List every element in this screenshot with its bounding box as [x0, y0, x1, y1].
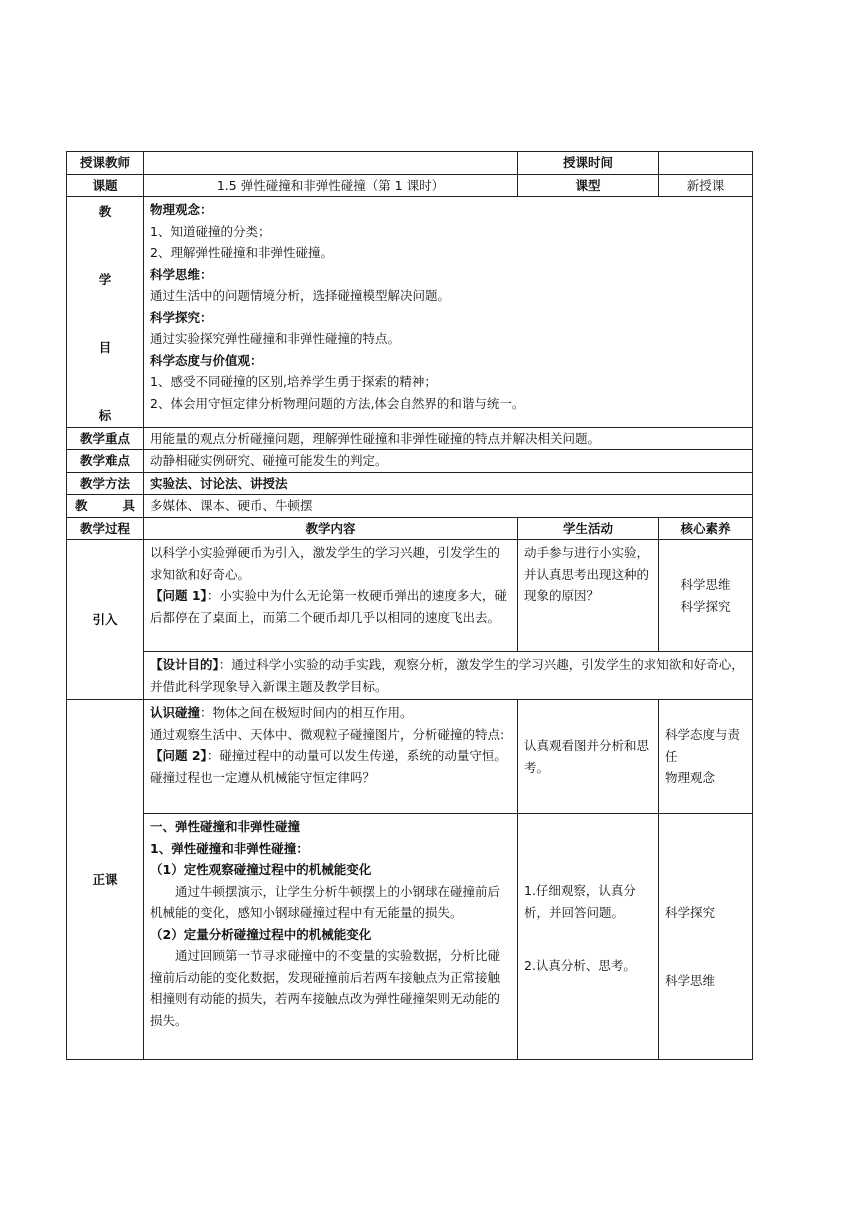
row-objectives — [67, 197, 753, 428]
design-text: ：通过科学小实验的动手实践，观察分析，激发学生的学习兴趣，引发学生的求知欲和好奇心，并借此科学现象导入新课主题及教学目标。 — [150, 657, 744, 694]
row-main-part2 — [67, 814, 753, 1060]
part2-literacy — [659, 814, 753, 1060]
content-header: 教学内容 — [144, 517, 518, 540]
objective-item: 通过生活中的问题情境分析，选择碰撞模型解决问题。 — [150, 288, 451, 303]
intro-label: 引入 — [67, 540, 144, 700]
intro-literacy — [659, 540, 753, 652]
literacy-item: 科学探究 — [680, 598, 731, 614]
part2-activity — [518, 814, 659, 1060]
objective-heading: 物理观念： — [150, 202, 213, 217]
objective-item: 通过实验探究弹性碰撞和非弹性碰撞的特点。 — [150, 331, 401, 346]
row-tools — [67, 495, 753, 518]
intro-content — [144, 540, 518, 652]
part1-content — [144, 700, 518, 814]
methods-label: 教学方法 — [67, 472, 144, 495]
topic-value: 1.5 弹性碰撞和非弹性碰撞（第 1 课时） — [144, 174, 518, 197]
part1-title — [150, 702, 511, 724]
section-heading: 一、弹性碰撞和非弹性碰撞 — [150, 819, 301, 834]
question-tag: 【问题 1】 — [150, 588, 207, 603]
question-text: ：小实验中为什么无论第一枚硬币弹出的速度多大，碰后都停在了桌面上，而第二个硬币却几乎以相同的速度飞出去。 — [150, 588, 507, 625]
part2-content — [144, 814, 518, 1060]
row-intro-design — [67, 652, 753, 700]
section-subheading: 1、弹性碰撞和非弹性碰撞： — [150, 840, 309, 856]
row-methods — [67, 472, 753, 495]
lesson-plan-table — [66, 151, 753, 1060]
row-key-point — [67, 427, 753, 450]
tools-label: 教 具 — [67, 495, 144, 518]
intro-question — [150, 585, 511, 628]
literacy-item: 科学思维 — [665, 972, 716, 988]
row-process-header — [67, 517, 753, 540]
intro-activity: 动手参与进行小实验，并认真思考出现这种的现象的原因？ — [518, 540, 659, 652]
part1-title-term: 认识碰撞 — [150, 705, 201, 720]
step-paragraph: 通过牛顿摆演示，让学生分析牛顿摆上的小钢球在碰撞前后机械能的变化，感知小钢球碰撞过程中有无能量的损失。 — [150, 883, 501, 920]
literacy-item: 科学思维 — [680, 577, 731, 592]
type-value: 新授课 — [659, 174, 753, 197]
main-label: 正课 — [67, 700, 144, 1060]
question-text: ：碰撞过程中的动量可以发生传递，系统的动量守恒。碰撞过程也一定遵从机械能守恒定律吗？ — [150, 748, 507, 785]
part1-literacy — [659, 700, 753, 814]
objective-heading: 科学思维： — [150, 266, 213, 282]
step-heading: （2）定量分析碰撞过程中的机械能变化 — [150, 926, 372, 942]
methods-value: 实验法、讨论法、讲授法 — [144, 472, 753, 495]
objectives-label-char: 目 — [98, 340, 112, 355]
row-topic — [67, 174, 753, 197]
row-intro — [67, 540, 753, 652]
topic-label: 课题 — [67, 174, 144, 197]
row-teacher — [67, 152, 753, 175]
literacy-item: 科学探究 — [665, 905, 716, 920]
objective-heading: 科学态度与价值观： — [150, 352, 263, 368]
objectives-label-char: 教 — [98, 204, 112, 219]
activity-header: 学生活动 — [518, 517, 659, 540]
row-difficulty — [67, 450, 753, 473]
objective-heading: 科学探究： — [150, 309, 213, 325]
objectives-content — [144, 197, 753, 428]
step-heading: （1）定性观察碰撞过程中的机械能变化 — [150, 862, 372, 877]
lesson-plan — [66, 151, 752, 1060]
difficulty-label: 教学难点 — [67, 450, 144, 473]
time-value — [659, 152, 753, 175]
objectives-label-char: 学 — [98, 272, 112, 287]
question-tag: 【问题 2】 — [150, 748, 207, 763]
literacy-header: 核心素养 — [659, 517, 753, 540]
objective-item: 1、感受不同碰撞的区别,培养学生勇于探索的精神； — [150, 374, 437, 389]
row-main-part1 — [67, 700, 753, 814]
tools-value: 多媒体、课本、硬币、牛顿摆 — [144, 495, 753, 518]
objectives-label-char: 标 — [98, 408, 112, 423]
design-tag: 【设计目的】 — [150, 657, 219, 672]
type-label: 课型 — [518, 174, 659, 197]
activity-item: 2.认真分析、思考。 — [524, 958, 636, 973]
literacy-item: 科学态度与责任 — [665, 727, 741, 764]
part1-title-text: ：物体之间在极短时间内的相互作用。 — [200, 705, 413, 720]
process-label: 教学过程 — [67, 517, 144, 540]
intro-text: 以科学小实验弹硬币为引入，激发学生的学习兴趣，引发学生的求知欲和好奇心。 — [150, 545, 501, 582]
step-paragraph: 通过回顾第一节寻求碰撞中的不变量的实验数据，分析比碰撞前后动能的变化数据，发现碰撞前后若两车接触点为正常接触相撞则有动能的损失，若两车接触点改为弹性碰撞架则无动能的损失。 — [150, 948, 501, 1028]
objective-item: 2、体会用守恒定律分析物理问题的方法,体会自然界的和谐与统一。 — [150, 395, 525, 411]
objectives-label — [67, 197, 144, 428]
literacy-item: 物理观念 — [665, 770, 716, 786]
part1-activity: 认真观看图并分析和思考。 — [518, 700, 659, 814]
time-label: 授课时间 — [518, 152, 659, 175]
difficulty-value: 动静相碰实例研究、碰撞可能发生的判定。 — [144, 450, 753, 473]
key-point-label: 教学重点 — [67, 427, 144, 450]
teacher-value — [144, 152, 518, 175]
objective-item: 2、理解弹性碰撞和非弹性碰撞。 — [150, 245, 333, 260]
objective-item: 1、知道碰撞的分类； — [150, 223, 271, 239]
key-point-value: 用能量的观点分析碰撞问题，理解弹性碰撞和非弹性碰撞的特点并解决相关问题。 — [144, 427, 753, 450]
part1-question — [150, 745, 511, 788]
activity-item: 1.仔细观察，认真分析，并回答问题。 — [524, 883, 636, 920]
intro-design — [144, 652, 753, 700]
part1-line: 通过观察生活中、天体中、微观粒子碰撞图片，分析碰撞的特点: — [150, 726, 505, 742]
teacher-label: 授课教师 — [67, 152, 144, 175]
